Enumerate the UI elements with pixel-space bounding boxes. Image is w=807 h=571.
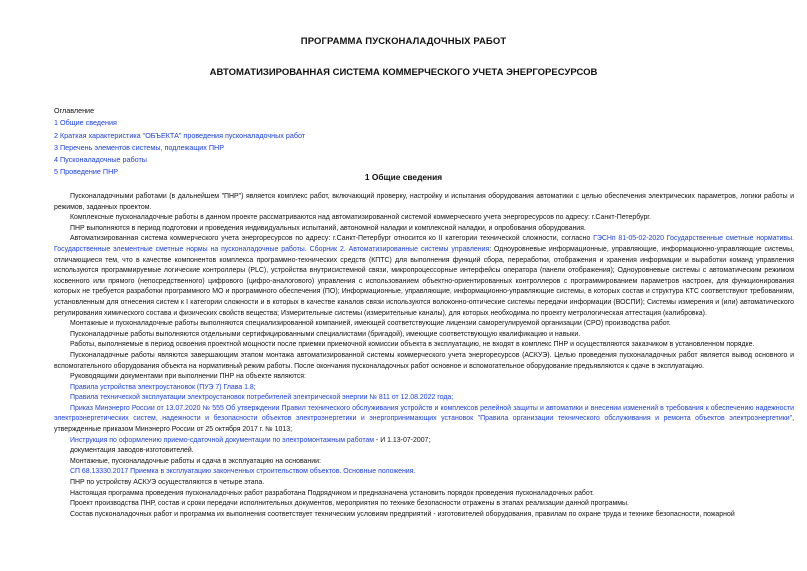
paragraph: Пусконаладочные работы являются завершающим этапом монтажа автоматизированной системы коммерческого учета энергоресурсов (АСКУЭ). Целью проведения пусконаладочных работ является вывод основного и вспомогательного оборудования объекта на нормативный режим работы. После окончания пусконаладочных работ основное и вспомогательное оборудование предъявляются к сдаче в эксплуатацию. (54, 351, 794, 370)
toc-link-works[interactable]: 4 Пусконаладочные работы (54, 155, 147, 165)
doc-list-item (54, 393, 794, 404)
toc-link-conduct[interactable]: 5 Проведение ПНР (54, 167, 119, 177)
paragraph-text: , утвержденные приказом Минэнерго России от 25 октября 2017 г. № 1013; (54, 415, 794, 434)
paragraph: Пусконаладочные работы выполняются отдельными сертифицированными специалистами (бригадой), имеющие соответствующую квалификацию и навыки. (70, 330, 581, 338)
paragraph (54, 234, 794, 319)
paragraph-text: - И 1.13-07-2007; (374, 436, 431, 444)
doc-list-item (54, 404, 794, 436)
paragraph: Работы, выполняемые в период освоения проектной мощности после приемки приемочной комиссии объекта в эксплуатацию, не входят в комплекс ПНР и осуществляются заказчиком в установленном порядке. (70, 341, 755, 349)
paragraph: Пусконаладочными работами (в дальнейшем "ПНР") является комплекс работ, включающий проверку, настройку и испытания оборудования автоматики с целью обеспечения электрических параметров, логики работы и режимов, заданных проектом. (54, 193, 794, 211)
paragraph-text: Автоматизированная система коммерческого учета энергоресурсов по адресу: г.Санкт-Петербург относится ко II категории технической сложности, согласно (70, 235, 594, 243)
paragraph: Монтажные и пусконаладочные работы выполняются специализированной компанией, имеющей соответствующие лицензии саморегулируемой организации (СРО) производства работ. (70, 320, 671, 328)
doc-list-item: документация заводов-изготовителей. (70, 447, 194, 455)
paragraph: Проект производства ПНР, состав и сроки передачи исполнительных документов, мероприятия по технике безопасности отражены в этапах реализации данной программы. (70, 500, 629, 508)
gesn-link[interactable]: ГЭСНп 81-05-02-2020 Государственные сметные нормативы. Государственные элементные сметные нормы на пусконаладочные работы. Сборник 2. Автоматизированные системы управления (54, 235, 794, 253)
document-subtitle: АВТОМАТИЗИРОВАННАЯ СИСТЕМА КОММЕРЧЕСКОГО УЧЕТА ЭНЕРГОРЕСУРСОВ (209, 67, 598, 78)
toc-link-general[interactable]: 1 Общие сведения (54, 118, 117, 128)
minenergo-order-link[interactable]: Приказ Минэнерго России от 13.07.2020 № 555 Об утверждении Правил технического обслуживания устройств и комплексов релейной защиты и автоматики и внесении изменений в требования к обеспечению надежности электроэнергетических систем, надежности и безопасности объектов электроэнергетики и энергопринимающих установок "Правила организации технического обслуживания и ремонта объектов электроэнергетики" (54, 404, 794, 423)
paragraph: ПНР по устройству АСКУЭ осуществляются в четыре этапа. (70, 479, 265, 487)
pue-link[interactable]: Правила устройства электроустановок (ПУЭ 7) Глава 1.8; (70, 383, 256, 391)
paragraph: Монтажные, пусконаладочные работы и сдача в эксплуатацию на основании: (70, 457, 321, 465)
doc-list-item (54, 436, 794, 447)
doc-list-item (54, 383, 794, 394)
paragraph: ПНР выполняются в период подготовки и проведения индивидуальных испытаний, автономной наладки и комплексной наладки, и опробования оборудования. (70, 224, 586, 232)
paragraph: Настоящая программа проведения пусконаладочных работ разработана Подрядчиком и предназначена установить порядок проведения пусконаладочных работ. (70, 489, 594, 497)
paragraph-text: : Одноуровневые информационные, управляющие, информационно-управляющие системы, отличающиеся тем, что в качестве компонентов комплекса программно-технических средств (КПТС) для выполнения функций сбора, переработки, отображения и хранения информации и выработки команд управления используются программируемые логические контроллеры (PLC), устройства внутрисистемной связи, микропроцессорные интерфейсы оператора (панели отображения); Одноуровневые системы с автоматическим режимом косвенного или прямого (непосредственного) цифрового (цифро-аналогового) управления с использованием объектно-ориентированных контроллеров с программированием параметров настроек, для функционирования которых не требуется разработки программного МО и программного обеспечения (ПО); Информационные, управляющие, информационно-управляющие системы, в которых состав и структура КТС соответствуют требованиям, установленным для отнесения систем к I категории сложности и в которых в качестве каналов связи используются волоконно-оптические системы передачи информации (ВОСПИ); Системы измерения и (или) автоматического регулирования химического состава и физических свойств вещества; Измерительные системы (измерительные каналы), для которых необходима по проекту метрологическая аттестация (калибровка). (54, 245, 794, 317)
sp-link[interactable]: СП 68.13330.2017 Приемка в эксплуатацию законченных строительством объектов. Основные положения. (70, 468, 416, 476)
section-title: 1 Общие сведения (364, 172, 443, 182)
toc-link-object[interactable]: 2 Краткая характеристика "ОБЪЕКТА" проведения пусконаладочных работ (54, 130, 306, 140)
toc-link-elements[interactable]: 3 Перечень элементов системы, подлежащих ПНР (54, 142, 225, 152)
document-title: ПРОГРАММА ПУСКОНАЛАДОЧНЫХ РАБОТ (300, 36, 507, 47)
pte-link[interactable]: Правила технической эксплуатации электроустановок потребителей электрической энергии № 811 от 12.08.2022 года; (70, 394, 454, 402)
instruction-link[interactable]: Инструкция по оформлению приемо-сдаточной документации по электромонтажным работам (70, 436, 375, 444)
table-of-contents (54, 105, 305, 179)
paragraph: Комплексные пусконаладочные работы в данном проекте рассматриваются над автоматизированной системой коммерческого учета энергоресурсов по адресу: г.Санкт-Петербург. (70, 214, 651, 222)
doc-list-item (54, 467, 794, 478)
document-body (54, 192, 794, 520)
toc-heading: Оглавление (54, 106, 95, 115)
paragraph: Руководящими документами при выполнении ПНР на объекте являются: (70, 373, 306, 381)
paragraph: Состав пусконаладочных работ и программа их выполнения соответствует техническим условиям предприятий - изготовителей оборудования, правилам по охране труда и технике безопасности, пожарной (70, 510, 735, 518)
